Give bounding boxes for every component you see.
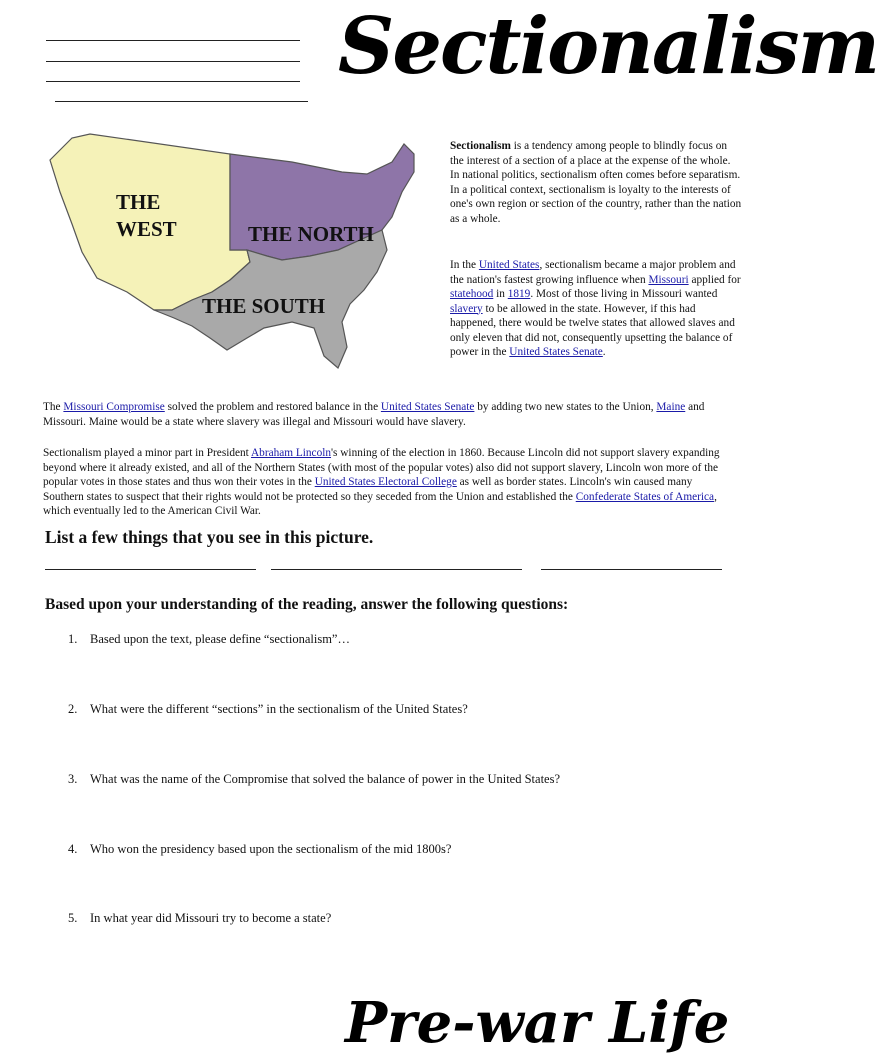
name-line[interactable] [46, 40, 300, 41]
text-link[interactable]: 1819 [507, 288, 531, 300]
compromise-paragraph [43, 400, 733, 429]
answer-line[interactable] [45, 569, 256, 570]
text-link[interactable]: United States Senate [509, 346, 603, 358]
question-item: 2. What were the different “sections” in the sectionalism of the United States? [68, 702, 468, 716]
lincoln-paragraph [43, 446, 733, 519]
text-link[interactable]: slavery [450, 302, 483, 315]
answer-line[interactable] [541, 569, 722, 570]
text-segment: applied for [688, 273, 741, 286]
map-label-south: THE SOUTH [202, 294, 326, 318]
question-text: What was the name of the Compromise that solved the balance of power in the United States? [90, 772, 561, 786]
question-text: Based upon the text, please define “sectionalism”… [90, 632, 350, 646]
bottom-title: Pre-war Life [345, 990, 730, 1056]
question-item: 3. What was the name of the Compromise that solved the balance of power in the United States? [68, 772, 561, 786]
answer-line[interactable] [271, 569, 522, 570]
text-segment: In the [450, 259, 479, 271]
text-link[interactable]: Missouri [648, 273, 689, 286]
text-link[interactable]: statehood [450, 288, 494, 300]
page-title: Sectionalism [338, 1, 878, 92]
question-text: Who won the presidency based upon the sectionalism of the mid 1800s? [90, 842, 452, 856]
text-link[interactable]: Maine [656, 401, 686, 413]
map-label-west-line1: THE [116, 190, 161, 214]
text-segment: in [493, 288, 508, 300]
question-text: What were the different “sections” in the sectionalism of the United States? [90, 702, 468, 716]
text-link[interactable]: Confederate States of America [575, 490, 715, 503]
map-label-north: THE NORTH [248, 222, 374, 246]
text-segment: by adding two new states to the Union, [474, 401, 657, 413]
text-segment: and Missouri. Maine would be a state where slavery was illegal and Missouri would have slavery. [43, 401, 705, 428]
us-paragraph [450, 258, 742, 360]
text-segment: 's winning of the election in 1860. Because Lincoln did not support slavery expanding beyond where it already existed, and all of the Northern States (with most of the popular votes) also did not support slavery, Lincoln won more of the popular votes in those states and thus won their votes in the [43, 447, 720, 488]
question-item: 1. Based upon the text, please define “sectionalism”… [68, 632, 350, 646]
text-segment: The [43, 401, 64, 413]
question-item: 5. In what year did Missouri try to become a state? [68, 911, 332, 925]
question-text: In what year did Missouri try to become a state? [90, 911, 332, 925]
term-sectionalism: Sectionalism [450, 140, 511, 152]
map-label-west-line2: WEST [116, 217, 177, 241]
text-link[interactable]: United States Senate [380, 401, 475, 413]
text-link[interactable]: Missouri Compromise [63, 401, 165, 413]
picture-prompt: List a few things that you see in this picture. [45, 527, 374, 547]
text-segment: as well as border states. Lincoln's win caused many Southern states to suspect that their rights would not be protected so they seceded from the Union and established the [43, 476, 693, 503]
text-segment: Sectionalism played a minor part in President [43, 447, 252, 459]
name-line[interactable] [55, 101, 308, 102]
text-segment: . Most of those living in Missouri wanted [530, 288, 718, 300]
intro-paragraph [450, 139, 742, 226]
sections-map [42, 132, 432, 372]
question-item: 4. Who won the presidency based upon the sectionalism of the mid 1800s? [68, 842, 452, 856]
text-link[interactable]: United States [478, 259, 540, 271]
text-link[interactable]: Abraham Lincoln [251, 447, 332, 459]
text-segment: solved the problem and restored balance in the [164, 401, 381, 413]
text-segment: . [602, 346, 606, 358]
name-line[interactable] [46, 81, 300, 82]
name-line[interactable] [46, 61, 300, 62]
text-link[interactable]: United States Electoral College [314, 476, 457, 488]
text-segment: , which eventually led to the American Civil War. [43, 490, 717, 517]
text-segment: , sectionalism became a major problem and the nation's fastest growing influence when [450, 259, 736, 286]
text-segment: to be allowed in the state. However, if this had happened, there would be twelve states that allowed slaves and only eleven that did not, consequently upsetting the balance of power in the [450, 302, 735, 358]
questions-heading: Based upon your understanding of the reading, answer the following questions: [45, 596, 569, 613]
intro-text: is a tendency among people to blindly focus on the interest of a section of a place at the expense of the whole. In national politics, sectionalism often comes before separatism. In a political context, sectionalism is loyalty to the interests of one's own region or section of the country, rather than the nation as a whole. [450, 140, 742, 225]
